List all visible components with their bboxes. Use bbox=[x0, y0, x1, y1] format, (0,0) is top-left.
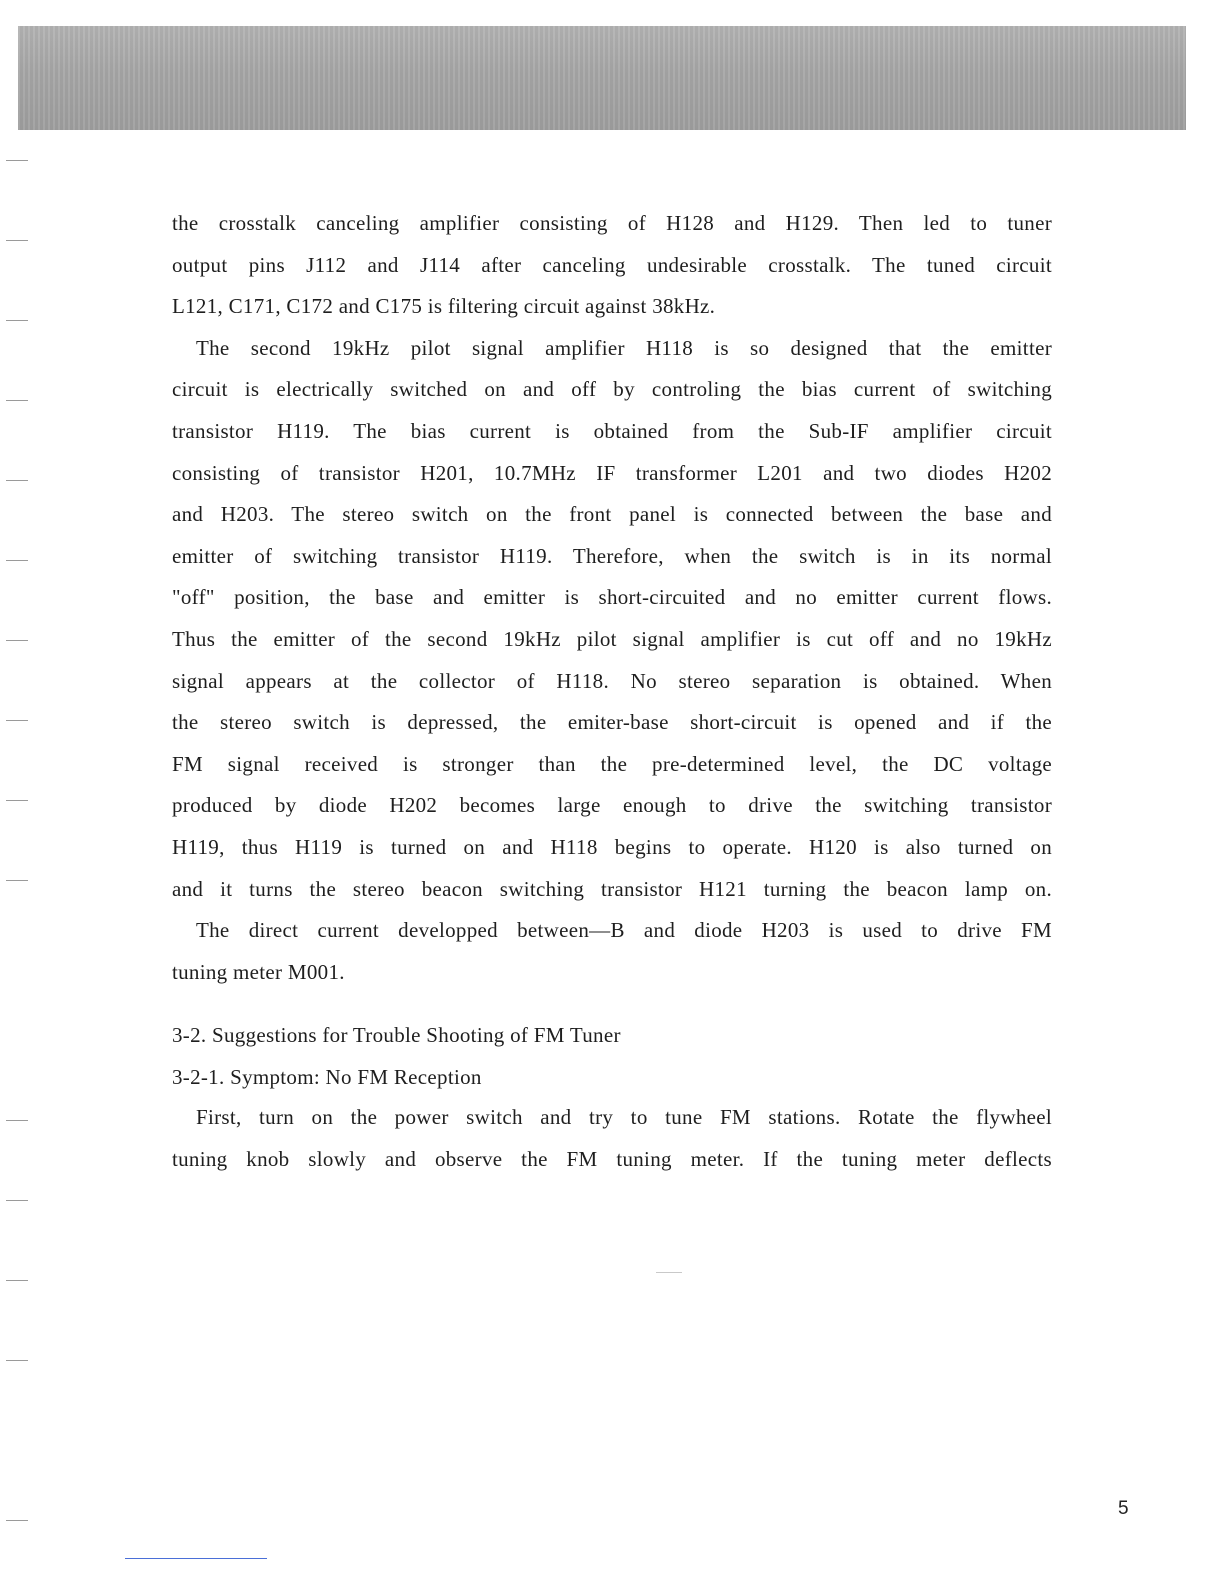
text-line: output pins J112 and J114 after canceling undesirable crosstalk. The tuned circuit bbox=[172, 252, 1052, 277]
edge-mark bbox=[6, 800, 28, 801]
bottom-rule bbox=[125, 1558, 267, 1559]
text-line: produced by diode H202 becomes large enough to drive the switching transistor bbox=[172, 793, 1052, 818]
text-line: the stereo switch is depressed, the emiter-base short-circuit is opened and if the bbox=[172, 710, 1052, 735]
text-line: H119, thus H119 is turned on and H118 begins to operate. H120 is also turned on bbox=[172, 834, 1052, 859]
binding-edge-marks bbox=[0, 0, 40, 1584]
text-line: tuning knob slowly and observe the FM tuning meter. If the tuning meter deflects bbox=[172, 1146, 1052, 1171]
edge-mark bbox=[6, 1360, 28, 1361]
section-title: 3-2. Suggestions for Trouble Shooting of FM Tuner bbox=[172, 1023, 621, 1047]
text-line: First, turn on the power switch and try to tune FM stations. Rotate the flywheel bbox=[196, 1105, 1052, 1129]
scan-speck bbox=[656, 1272, 682, 1273]
edge-mark bbox=[6, 320, 28, 321]
edge-mark bbox=[6, 1520, 28, 1521]
text-line: consisting of transistor H201, 10.7MHz IF transformer L201 and two diodes H202 bbox=[172, 460, 1052, 485]
paragraph-2 bbox=[172, 328, 1052, 910]
text-line: the crosstalk canceling amplifier consisting of H128 and H129. Then led to tuner bbox=[172, 211, 1052, 235]
edge-mark bbox=[6, 240, 28, 241]
paragraph-1 bbox=[172, 203, 1052, 328]
text-line: L121, C171, C172 and C175 is filtering circuit against 38kHz. bbox=[172, 294, 716, 319]
text-line: Thus the emitter of the second 19kHz pilot signal amplifier is cut off and no 19kHz bbox=[172, 626, 1052, 651]
text-line: The second 19kHz pilot signal amplifier H118 is so designed that the emitter bbox=[196, 335, 1052, 360]
text-line: The direct current developped between—B and diode H203 is used to drive FM bbox=[196, 918, 1052, 943]
body-text bbox=[172, 203, 1052, 993]
edge-mark bbox=[6, 160, 28, 161]
text-line: circuit is electrically switched on and off by controling the bias current of switching bbox=[172, 377, 1052, 402]
paragraph-3 bbox=[172, 910, 1052, 993]
text-line: signal appears at the collector of H118. No stereo separation is obtained. When bbox=[172, 668, 1052, 693]
text-line: and H203. The stereo switch on the front panel is connected between the base and bbox=[172, 502, 1052, 527]
edge-mark bbox=[6, 720, 28, 721]
header-band bbox=[18, 26, 1186, 130]
edge-mark bbox=[6, 640, 28, 641]
text-line: tuning meter M001. bbox=[172, 959, 345, 984]
text-line: and it turns the stereo beacon switching transistor H121 turning the beacon lamp on. bbox=[172, 876, 1052, 901]
edge-mark bbox=[6, 1120, 28, 1121]
text-line: FM signal received is stronger than the pre-determined level, the DC voltage bbox=[172, 751, 1052, 776]
page-number: 5 bbox=[1118, 1498, 1129, 1519]
edge-mark bbox=[6, 480, 28, 481]
paragraph-4 bbox=[172, 1097, 1052, 1180]
text-line: transistor H119. The bias current is obtained from the Sub-IF amplifier circuit bbox=[172, 418, 1052, 443]
text-line: emitter of switching transistor H119. Therefore, when the switch is in its normal bbox=[172, 543, 1052, 568]
edge-mark bbox=[6, 560, 28, 561]
edge-mark bbox=[6, 1200, 28, 1201]
subsection-title: 3-2-1. Symptom: No FM Reception bbox=[172, 1065, 482, 1089]
edge-mark bbox=[6, 1280, 28, 1281]
text-line: "off" position, the base and emitter is short-circuited and no emitter current flows. bbox=[172, 585, 1052, 610]
edge-mark bbox=[6, 400, 28, 401]
edge-mark bbox=[6, 880, 28, 881]
